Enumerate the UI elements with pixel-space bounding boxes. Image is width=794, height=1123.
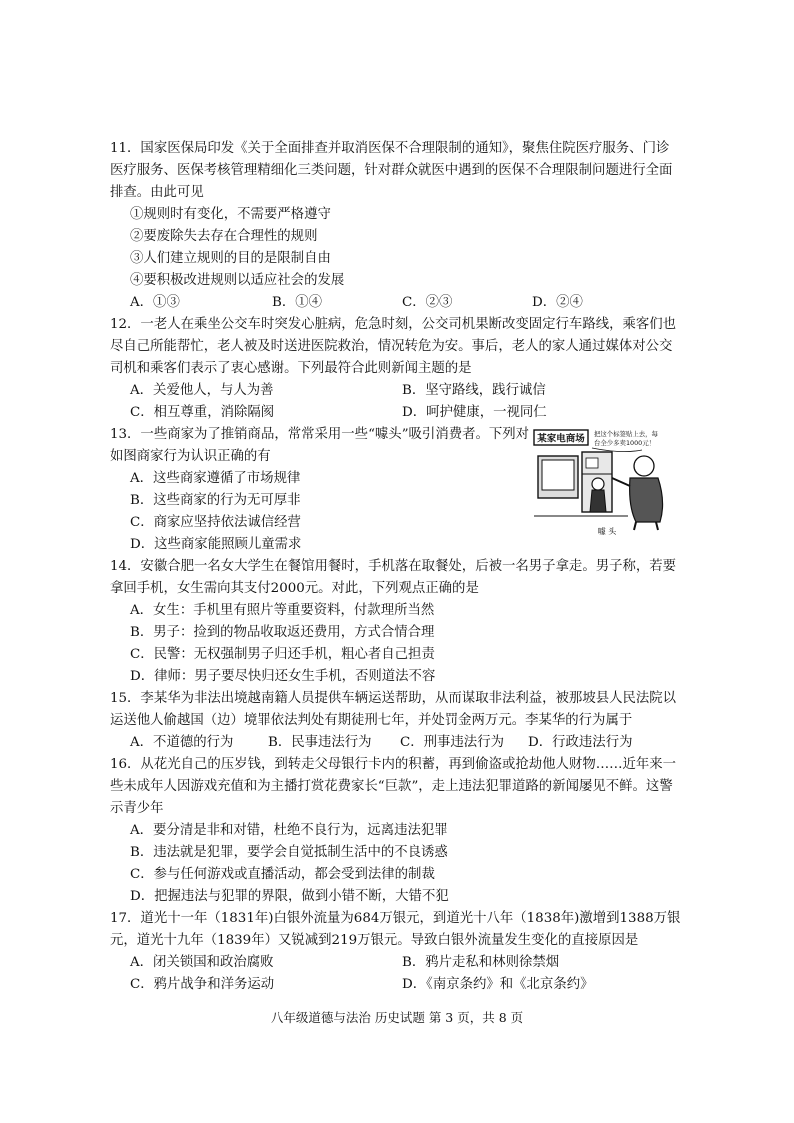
question-text-line: 元，道光十九年（1839年）又锐减到219万银元。导致白银外流量发生变化的直接原因是 [110,933,639,948]
option-d: D．把握违法与犯罪的界限，做到小错不断，大错不犯 [130,889,449,904]
option-b: B．这些商家的行为无可厚非 [130,493,301,508]
price-label [586,458,598,468]
speech-bubble-line: 把这个标签贴上去，每 [594,430,658,438]
option-d: D．律师：男子要尽快归还女生手机，否则道法不容 [130,669,436,684]
cartoon-illustration [532,426,682,536]
question-text-line: 15．李某华为非法出境越南籍人员提供车辆运送帮助，从而谋取非法利益，被那坡县人民法院以 [110,691,677,706]
question-text-line: 如图商家行为认识正确的有 [110,449,271,464]
option-a: A．要分清是非和对错，杜绝不良行为，远离违法犯罪 [130,823,448,838]
option-c: C．相互尊重，消除隔阂 [130,405,275,420]
option-b: B．鸦片走私和林则徐禁烟 [402,955,560,970]
question-text-line: 排查。由此可见 [110,185,204,200]
shopkeeper-head [634,456,654,476]
option-c: C．商家应坚持依法诚信经营 [130,515,301,530]
option-b: B．①④ [272,295,323,310]
question-text-line: 尽自己所能帮忙，老人被及时送进医院救治，情况转危为安。事后，老人的家人通过媒体对公交 [110,339,673,354]
cartoon-caption: 噱 头 [597,527,617,536]
statement-item: ②要废除失去存在合理性的规则 [130,229,318,244]
option-b: B．民事违法行为 [268,735,372,750]
statement-item: ④要积极改进规则以适应社会的发展 [130,273,345,288]
option-a: A．关爱他人，与人为善 [130,383,274,398]
option-a: A．闭关锁国和政治腐败 [130,955,274,970]
option-b: B．坚守路线，践行诚信 [402,383,546,398]
question-text-line: 14．安徽合肥一名女大学生在餐馆用餐时，手机落在取餐处，后被一名男子拿走。男子称，若要 [110,559,677,574]
question-text-line: 12．一老人在乘坐公交车时突发心脏病，危急时刻，公交司机果断改变固定行车路线，乘客们也 [110,317,677,332]
option-a: A．这些商家遵循了市场规律 [130,471,301,486]
option-d: D．②④ [532,295,583,310]
question-text-line: 司机和乘客们表示了衷心感谢。下列最符合此则新闻主题的是 [110,361,472,376]
shopkeeper-leg [656,522,658,530]
question-text-line: 拿回手机，女生需向其支付2000元。对此，下列观点正确的是 [110,581,479,596]
option-c: C．刑事违法行为 [400,735,504,750]
question-text-line: 16．从花光自己的压岁钱，到转走父母银行卡内的积蓄，再到偷盗或抢劫他人财物……近年来一 [110,757,677,772]
statement-item: ③人们建立规则的目的是限制自由 [130,251,331,266]
question-text-line: 11．国家医保局印发《关于全面排查并取消医保不合理限制的通知》，聚焦住院医疗服务、门诊 [110,141,670,156]
option-c: C．民警：无权强制男子归还手机，粗心者自己担责 [130,647,435,662]
option-a: A．不道德的行为 [130,735,234,750]
store-sign-text: 某家电商场 [537,433,585,445]
question-text-line: 运送他人偷越国（边）境罪依法判处有期徒刑七年，并处罚金两万元。李某华的行为属于 [110,713,633,728]
option-b: B．违法就是犯罪，要学会自觉抵制生活中的不良诱惑 [130,845,448,860]
question-text-line: 17．道光十一年（1831年)白银外流量为684万银元，到道光十八年（1838年)激增到1388万银 [110,911,681,926]
question-text-line: 13．一些商家为了推销商品，常常采用一些“噱头”吸引消费者。下列对 [110,427,530,442]
child-head [592,478,604,490]
speech-bubble-outline [592,448,642,452]
option-d: D．这些商家能照顾儿童需求 [130,537,302,552]
page-footer: 八年级道德与法治 历史试题 第 3 页，共 8 页 [270,1010,524,1025]
statement-item: ①规则时有变化，不需要严格遵守 [130,207,331,222]
child-body [590,490,606,512]
option-b: B．男子：捡到的物品收取返还费用，方式合情合理 [130,625,435,640]
speech-bubble-line: 台全少多卖1000元！ [594,439,655,447]
option-c: C．②③ [402,295,453,310]
option-d: D．行政违法行为 [528,735,633,750]
option-d: D．呵护健康，一视同仁 [402,405,547,420]
option-d: D．《南京条约》和《北京条约》 [402,977,594,992]
tv-screen [542,460,574,490]
option-a: A．①③ [130,295,180,310]
shopkeeper-arm [612,478,630,486]
cartoon-drawing [532,426,682,536]
option-c: C．鸦片战争和洋务运动 [130,977,275,992]
option-a: A．女生：手机里有照片等重要资料，付款理所当然 [130,603,435,618]
question-text-line: 示青少年 [110,801,164,816]
question-text-line: 医疗服务、医保考核管理精细化三类问题，针对群众就医中遇到的医保不合理限制问题进行全面 [110,163,673,178]
question-text-line: 些未成年人因游戏充值和为主播打赏花费家长“巨款”，走上违法犯罪道路的新闻屡见不鲜。这警 [110,779,673,794]
shopkeeper-leg [634,522,636,530]
option-c: C．参与任何游戏或直播活动，都会受到法律的制裁 [130,867,435,882]
shopkeeper-body [630,478,663,522]
